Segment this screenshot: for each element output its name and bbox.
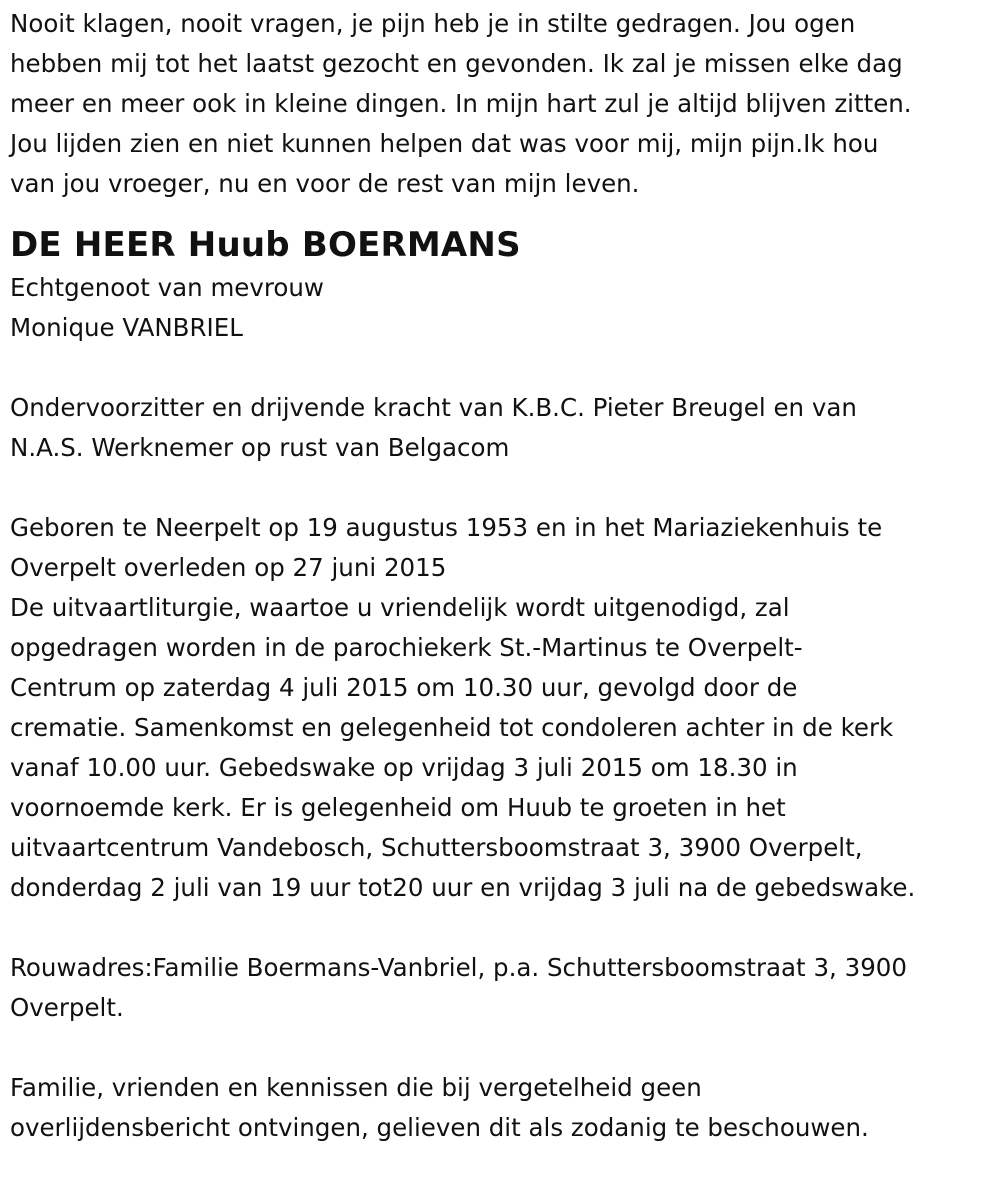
spacer	[10, 1028, 990, 1068]
spouse-paragraph	[10, 268, 990, 348]
poem-line: van jou vroeger, nu en voor de rest van mijn leven.	[10, 169, 640, 198]
details-line: crematie. Samenkomst en gelegenheid tot condoleren achter in de kerk	[10, 713, 894, 742]
details-line: De uitvaartliturgie, waartoe u vriendelijk wordt uitgenodigd, zal	[10, 593, 790, 622]
roles-paragraph	[10, 388, 990, 468]
details-line: uitvaartcentrum Vandebosch, Schuttersboomstraat 3, 3900 Overpelt,	[10, 833, 863, 862]
poem-paragraph	[10, 4, 990, 204]
details-line: opgedragen worden in de parochiekerk St.-Martinus te Overpelt-	[10, 633, 803, 662]
details-paragraph	[10, 508, 990, 908]
roles-line: N.A.S. Werknemer op rust van Belgacom	[10, 433, 510, 462]
notice-line: Familie, vrienden en kennissen die bij vergetelheid geen	[10, 1073, 702, 1102]
address-paragraph	[10, 948, 990, 1028]
spouse-line: Monique VANBRIEL	[10, 313, 243, 342]
details-line: vanaf 10.00 uur. Gebedswake op vrijdag 3 juli 2015 om 18.30 in	[10, 753, 798, 782]
poem-line: Nooit klagen, nooit vragen, je pijn heb je in stilte gedragen. Jou ogen	[10, 9, 856, 38]
poem-line: hebben mij tot het laatst gezocht en gevonden. Ik zal je missen elke dag	[10, 49, 903, 78]
details-line: donderdag 2 juli van 19 uur tot20 uur en vrijdag 3 juli na de gebedswake.	[10, 873, 916, 902]
address-line: Overpelt.	[10, 993, 124, 1022]
details-line: voornoemde kerk. Er is gelegenheid om Huub te groeten in het	[10, 793, 786, 822]
roles-line: Ondervoorzitter en drijvende kracht van K.B.C. Pieter Breugel en van	[10, 393, 857, 422]
poem-line: meer en meer ook in kleine dingen. In mijn hart zul je altijd blijven zitten.	[10, 89, 912, 118]
address-line: Rouwadres:Familie Boermans-Vanbriel, p.a. Schuttersboomstraat 3, 3900	[10, 953, 907, 982]
spacer	[10, 348, 990, 388]
notice-line: overlijdensbericht ontvingen, gelieven dit als zodanig te beschouwen.	[10, 1113, 869, 1142]
details-line: Geboren te Neerpelt op 19 augustus 1953 en in het Mariaziekenhuis te	[10, 513, 883, 542]
details-line: Overpelt overleden op 27 juni 2015	[10, 553, 447, 582]
deceased-name: DE HEER Huub BOERMANS	[10, 225, 521, 265]
details-line: Centrum op zaterdag 4 juli 2015 om 10.30 uur, gevolgd door de	[10, 673, 798, 702]
notice-paragraph	[10, 1068, 990, 1148]
spacer	[10, 468, 990, 508]
spacer	[10, 908, 990, 948]
spouse-line: Echtgenoot van mevrouw	[10, 273, 324, 302]
poem-line: Jou lijden zien en niet kunnen helpen dat was voor mij, mijn pijn.Ik hou	[10, 129, 879, 158]
